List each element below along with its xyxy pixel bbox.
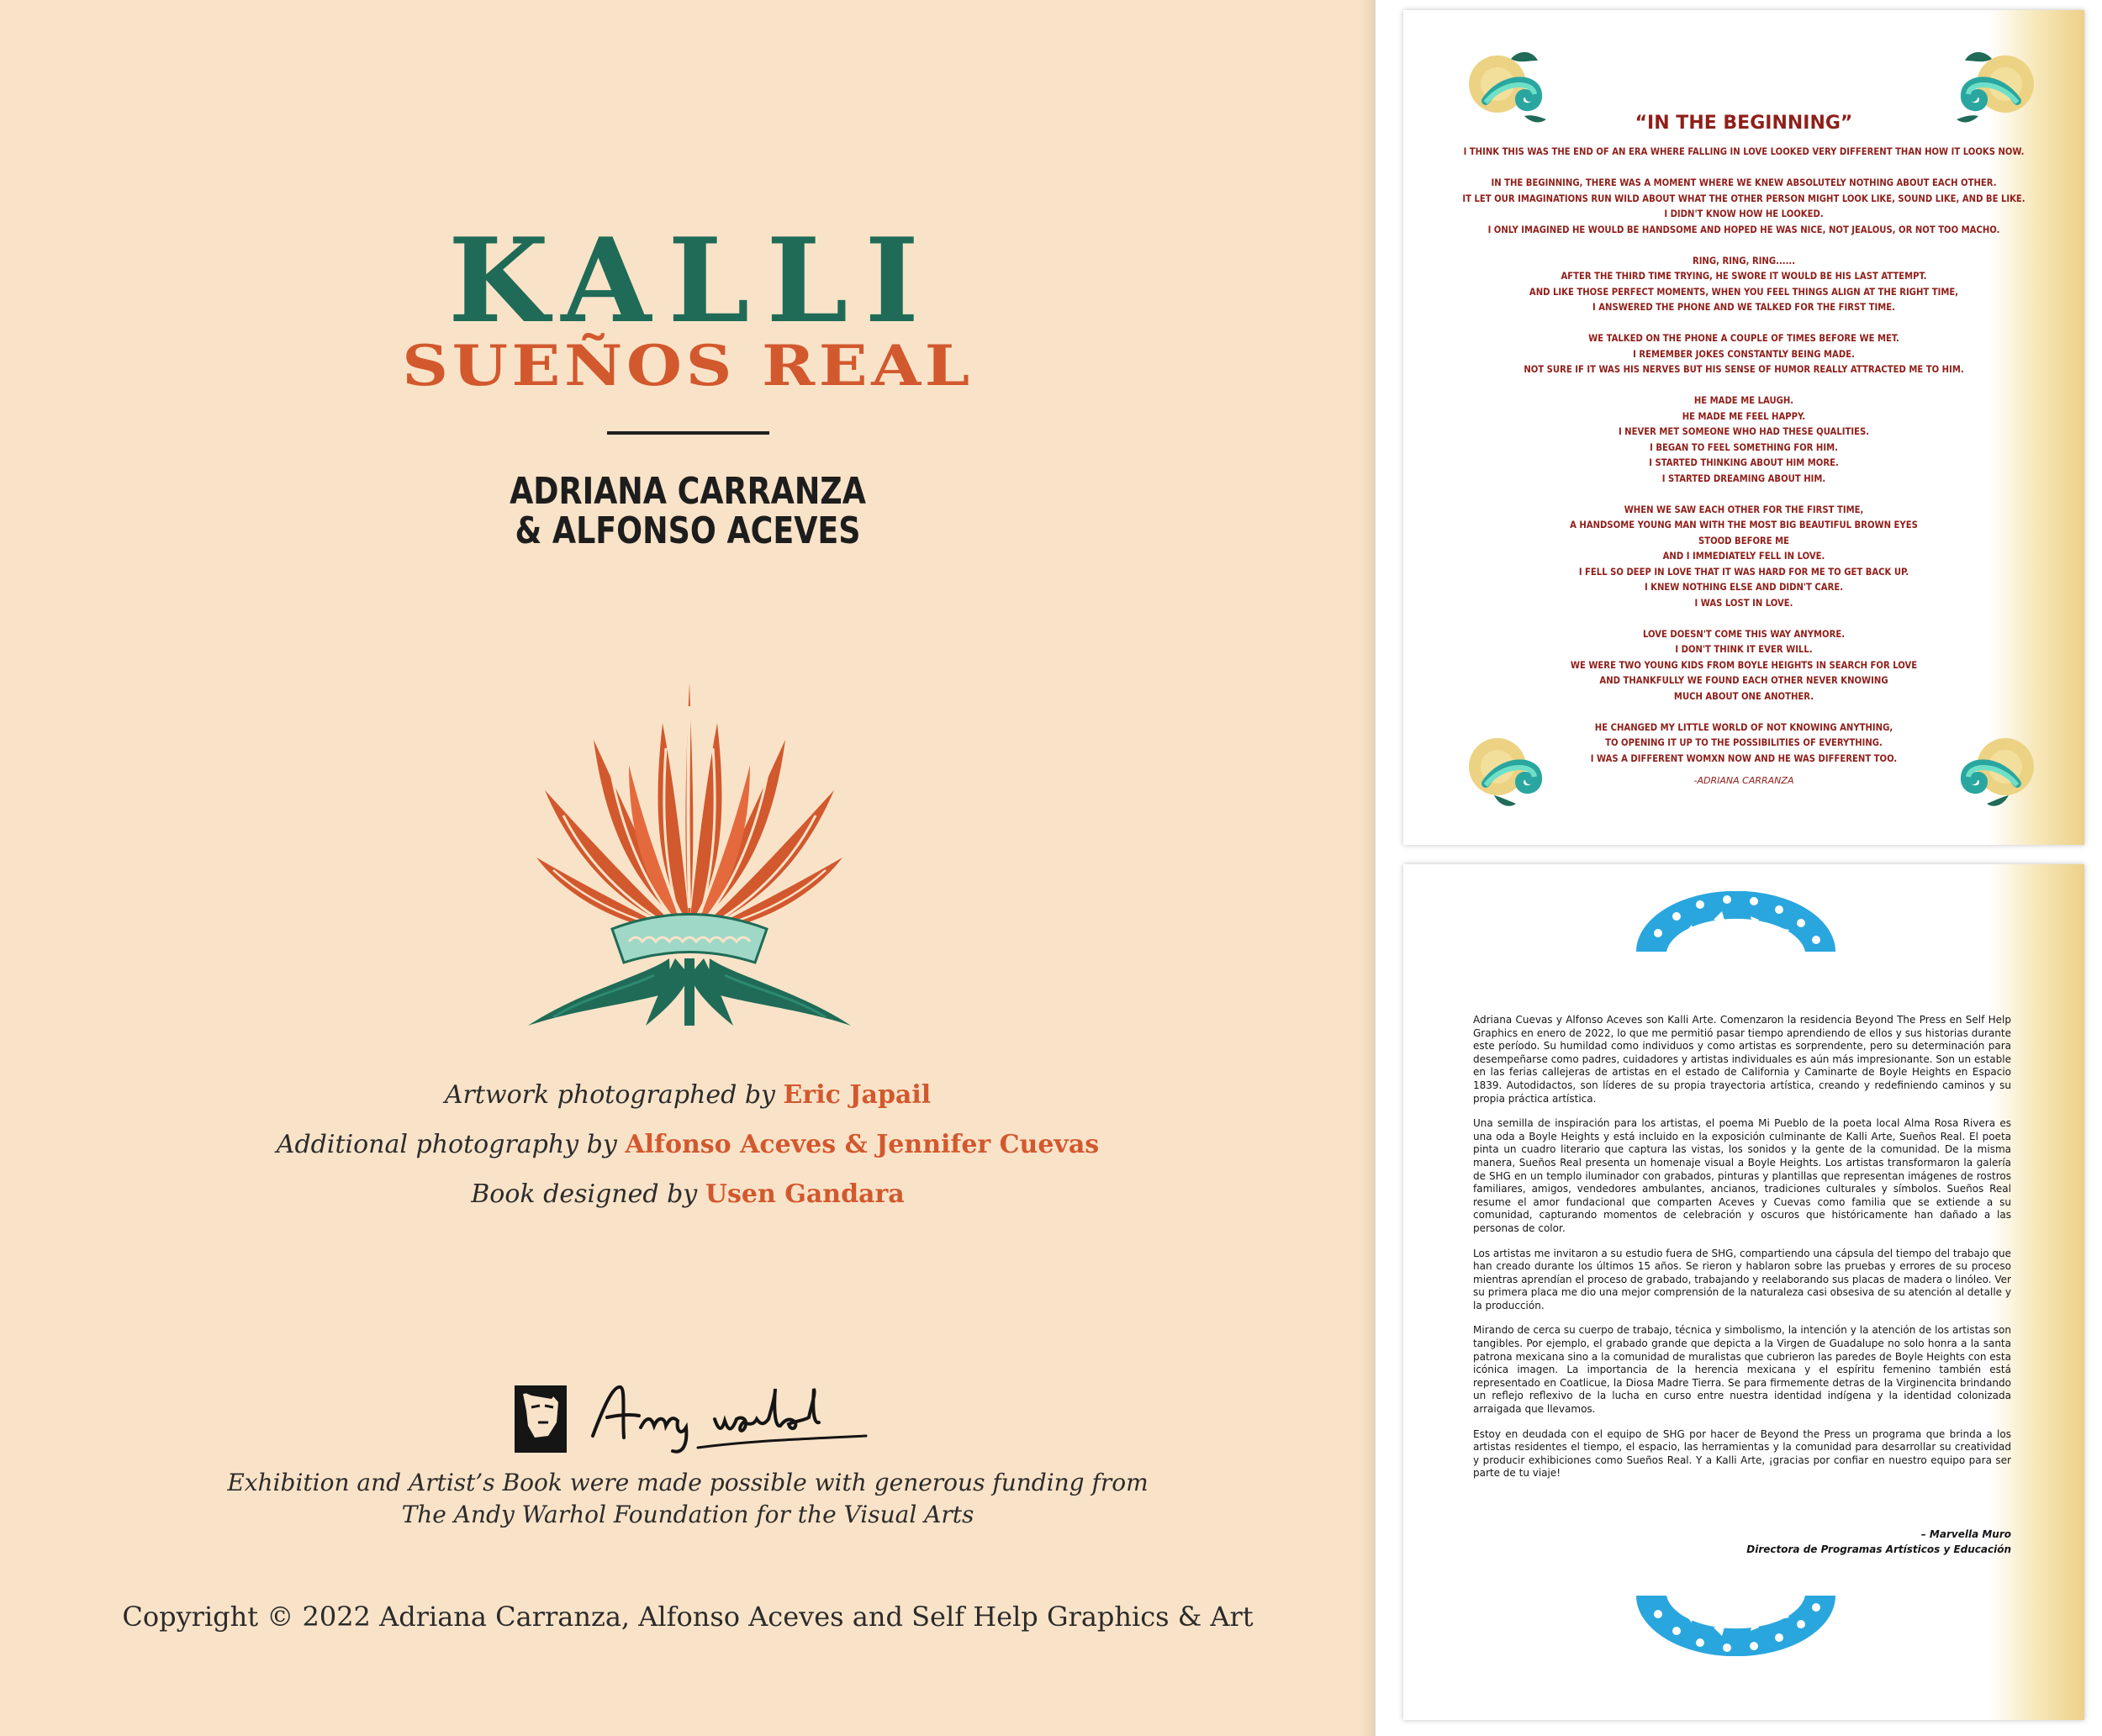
poem-line: LOVE DOESN'T COME THIS WAY ANYMORE. [1642,628,1846,640]
agave-leaves [536,683,842,933]
andy-warhol-signature [589,1377,874,1457]
credit-label: Additional photography by [276,1130,617,1159]
poem-line: WE WERE TWO YOUNG KIDS FROM BOYLE HEIGHTS IN SEARCH FOR LOVE [1570,659,1918,671]
poem-line: I STARTED THINKING ABOUT HIM MORE. [1649,457,1839,468]
essay-paragraph: Una semilla de inspiración para los artistas, el poema Mi Pueblo de la poeta local Alma Rosa Rivera es una oda a Boyle Heights y está incluido en la exposición culminante de Kalli Arte, Sueños Real. El poeta pinta un cuadro literario que captura las vistas, los sonidos y la gente de la comunidad. De la misma manera, Sueños Real presenta un homenaje visual a Boyle Heights. Los artistas transformaron la galería de SHG en un templo iluminador con grabados, pinturas y plantillas que representan imágenes de rostros familiares, amigos, vendedores ambulantes, ancianos, tradiciones culturales y símbolos. Sueños Real resume el amor fundacional que comparten Aceves y Cuevas como familia que se extiende a su comunidad, capturando momentos de celebración y oscuros que históricamente han dañado a las personas de color. [1473,1117,2011,1234]
funding-line-1: Exhibition and Artist’s Book were made possible with generous funding from [227,1469,1149,1496]
poem-line: I FELL SO DEEP IN LOVE THAT IT WAS HARD FOR ME TO GET BACK UP. [1578,566,1909,578]
essay-paragraph: Los artistas me invitaron a su estudio fuera de SHG, compartiendo una cápsula del tiempo del trabajo que han creado durante los últimos 15 años. Se rieron y hablaron sobre las pruebas y errores de su proceso mientras aprendían el proceso de grabado, trabajando y reelaborando sus placas de madera o linóleo. Ver su primera placa me dio una mejor comprensión de la naturaleza casi obsesiva de su atención al detalle y la producción. [1473,1247,2011,1311]
poem-page [1403,10,2084,845]
poem-line: I BEGAN TO FEEL SOMETHING FOR HIM. [1650,441,1838,453]
poem-stanza [1403,145,2084,161]
poem-stanza [1403,627,2084,705]
poem-line: AFTER THE THIRD TIME TRYING, HE SWORE IT WOULD BE HIS LAST ATTEMPT. [1561,271,1927,282]
warhol-portrait-logo [515,1385,567,1453]
poem-line: AND I IMMEDIATELY FELL IN LOVE. [1662,551,1825,562]
poem-line: I ONLY IMAGINED HE WOULD BE HANDSOME AND HOPED HE WAS NICE, NOT JEALOUS, OR NOT TOO MACHO. [1487,224,2000,235]
book-subtitle: SUEÑOS REAL [402,333,974,398]
essay-paragraph: Estoy en deudada con el equipo de SHG por hacer de Beyond the Press un programa que brinda a los artistas residentes el tiempo, el espacio, las herramientas y la comunidad para desarrollar su creatividad y producir exhibiciones como Sueños Real. Y a Kalli Arte, ¡gracias por confiar en nuestro equipo para ser parte de tu viaje! [1473,1427,2011,1480]
poem-body [1403,145,2084,783]
credit-name: Eric Japail [783,1080,932,1110]
poem-line: AND THANKFULLY WE FOUND EACH OTHER NEVER KNOWING [1599,675,1888,686]
poem-line: HE MADE ME LAUGH. [1693,395,1794,406]
poem-line: I DON'T THINK IT EVER WILL. [1675,644,1813,655]
title-divider [607,431,769,435]
signature-name: – Marvella Muro [1920,1528,2011,1540]
poem-line: I THINK THIS WAS THE END OF AN ERA WHERE FALLING IN LOVE LOOKED VERY DIFFERENT THAN HOW IT LOOKS NOW. [1463,146,2025,157]
papel-picado-fan-top-icon [1633,891,1839,952]
poem-line: AND LIKE THOSE PERFECT MOMENTS, WHEN YOU FEEL THINGS ALIGN AT THE RIGHT TIME, [1529,286,1959,298]
credit-name: Alfonso Aceves & Jennifer Cuevas [625,1130,1100,1159]
poem-line: IN THE BEGINNING, THERE WAS A MOMENT WHERE WE KNEW ABSOLUTELY NOTHING ABOUT EACH OTHER. [1491,177,1997,188]
poem-line: I WAS A DIFFERENT WOMXN NOW AND HE WAS DIFFERENT TOO. [1590,752,1898,764]
poem-line: I STARTED DREAMING ABOUT HIM. [1661,472,1826,484]
poem-line: HE MADE ME FEEL HAPPY. [1682,410,1806,422]
essay-paragraph: Adriana Cuevas y Alfonso Aceves son Kalli Arte. Comenzaron la residencia Beyond The Press en Self Help Graphics en enero de 2022, lo que me permitió pasar tiempo aprendiendo de ellos y sus historias durante este período. Su humildad como individuos y como artistas es sorprendente, pero su determinación para desempeñarse como padres, cuidadores y artistas individuales es aún más impresionante. Son un estable en las ferias callejeras de artistas en el estado de California y Caminarte de Boyle Heights en Espacio 1839. Autodidactos, son líderes de su propia trayectoria artística, creando y redefiniendo caminos y su propia práctica artística. [1473,1014,2011,1105]
signature-title: Directora de Programas Artísticos y Educación [1746,1543,2011,1555]
poem-line: IT LET OUR IMAGINATIONS RUN WILD ABOUT WHAT THE OTHER PERSON MIGHT LOOK LIKE, SOUND LIKE, AND BE LIKE. [1462,193,2025,204]
credit-design [0,1179,1376,1209]
poem-stanza [1403,331,2084,378]
essay-paragraph: Mirando de cerca su cuerpo de trabajo, técnica y simbolismo, la intención y la atención de los artistas son tangibles. Por ejemplo, el grabado grande que depicta a la Virgen de Guadalupe no solo honra a la santa patrona mexicana sino a la comunidad de muralistas que cubrieron las paredes de Boyle Heights con esta icónica imagen. La importancia de la herencia mexicana y el espíritu femenino también está representado en Coatlicue, la Diosa Madre Tierra. Se para firmemente detras de la Virginencita brindando un reflejo reflexivo de la lucha en curso entre nuestra identidad indígena y la identidad colonizada arraigada que llevamos. [1473,1324,2011,1416]
poem-line: I WAS LOST IN LOVE. [1694,597,1793,609]
copyright-notice: Copyright © 2022 Adriana Carranza, Alfonso Aceves and Self Help Graphics & Art [122,1601,1254,1633]
poem-line: WHEN WE SAW EACH OTHER FOR THE FIRST TIME, [1624,504,1864,515]
poem-line: A HANDSOME YOUNG MAN WITH THE MOST BIG BEAUTIFUL BROWN EYES [1570,520,1918,530]
poem-line: NOT SURE IF IT WAS HIS NERVES BUT HIS SENSE OF HUMOR REALLY ATTRACTED ME TO HIM. [1524,364,1964,375]
agave-base [528,915,851,1026]
poem-stanza [1403,720,2084,768]
poem-line: I ANSWERED THE PHONE AND WE TALKED FOR THE FIRST TIME. [1592,302,1895,313]
author-line-1: ADRIANA CARRANZA [510,470,866,513]
poem-title: “IN THE BEGINNING” [1635,113,1853,134]
author-line-2: & ALFONSO ACEVES [515,509,861,552]
poem-stanza [1403,254,2084,316]
funding-line-2: The Andy Warhol Foundation for the Visual Arts [401,1501,974,1528]
poem-line: WE TALKED ON THE PHONE A COUPLE OF TIMES BEFORE WE MET. [1588,333,1899,344]
poem-line: I KNEW NOTHING ELSE AND DIDN'T CARE. [1644,582,1844,593]
agave-illustration [528,673,851,1026]
essay-body [1473,1014,2011,1492]
poem-line: TO OPENING IT UP TO THE POSSIBILITIES OF EVERYTHING. [1605,737,1883,748]
poem-line: HE CHANGED MY LITTLE WORLD OF NOT KNOWING ANYTHING, [1594,721,1893,733]
poem-stanza [1403,503,2084,612]
poem-line: MUCH ABOUT ONE ANOTHER. [1673,690,1814,702]
essay-signature [1746,1527,2011,1557]
papel-picado-fan-bottom-icon [1633,1596,1839,1656]
book-title: KALLI [447,212,937,349]
poem-stanza [1403,176,2084,238]
credit-photography [0,1080,1376,1110]
credit-name: Usen Gandara [705,1179,905,1209]
poem-line: STOOD BEFORE ME [1698,535,1790,546]
poem-stanza [1403,393,2084,487]
poem-line: RING, RING, RING...... [1692,255,1796,266]
credit-label: Book designed by [471,1179,698,1209]
poem-line: I NEVER MET SOMEONE WHO HAD THESE QUALITIES. [1618,426,1870,437]
poem-signature: -ADRIANA CARRANZA [1693,775,1794,786]
credit-additional-photography [0,1132,1376,1158]
poem-line: I DIDN'T KNOW HOW HE LOOKED. [1664,208,1824,219]
credit-label: Artwork photographed by [444,1080,775,1110]
poem-line: I REMEMBER JOKES CONSTANTLY BEING MADE. [1633,348,1855,360]
essay-page [1403,864,2084,1720]
